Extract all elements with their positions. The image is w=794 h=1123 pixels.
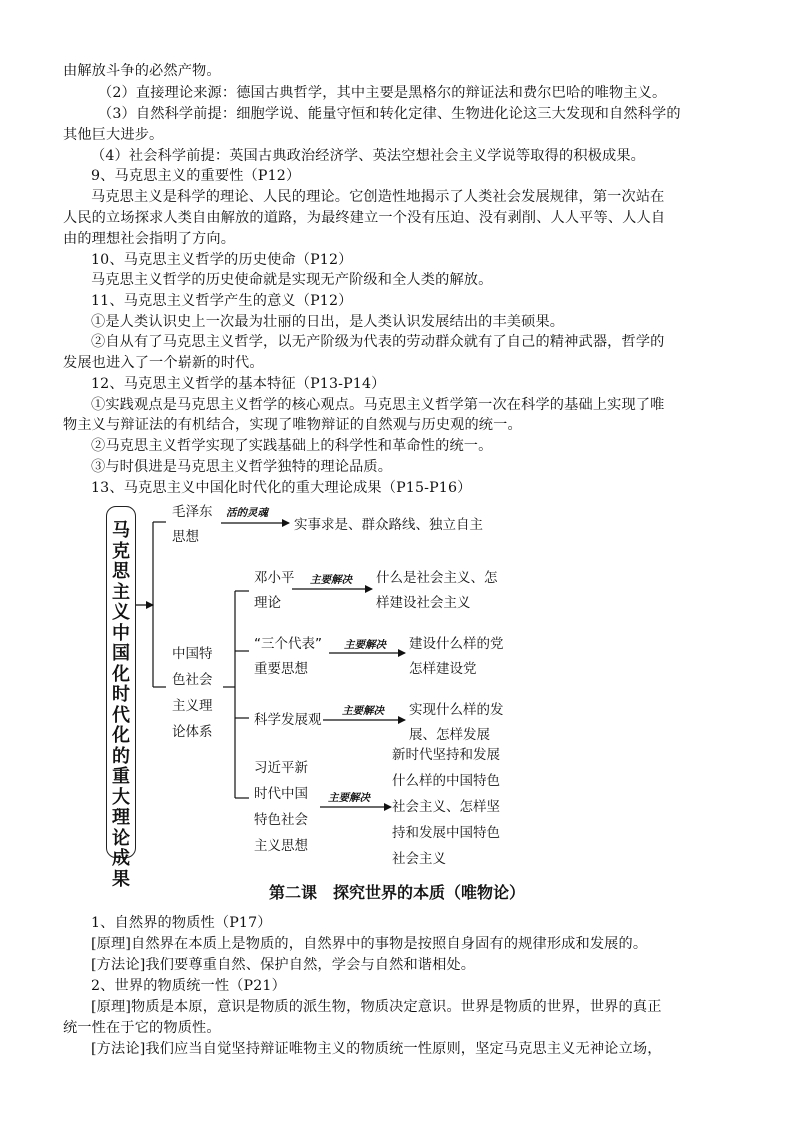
three-arrow-label: 主要解决: [344, 639, 386, 651]
diagram-root-label: 马克思主义中国化时代化的重大理论成果: [112, 520, 130, 890]
text-line: ②马克思主义哲学实现了实践基础上的科学性和革命性的统一。: [91, 438, 493, 454]
sci-result-2: 展、怎样发展: [409, 727, 490, 743]
text-line: ②自从有了马克思主义哲学，以无产阶级为代表的劳动群众就有了自己的精神武器，哲学的: [91, 334, 665, 350]
xi-result-5: 社会主义: [392, 851, 446, 867]
text-line: [方法论]我们要尊重自然、保护自然，学会与自然和谐相处。: [91, 957, 476, 973]
text-line: （2）直接理论来源：德国古典哲学，其中主要是黑格尔的辩证法和费尔巴哈的唯物主义。: [98, 85, 667, 101]
text-line: （3）自然科学前提：细胞学说、能量守恒和转化定律、生物进化论这三大发现和自然科学的: [98, 106, 681, 122]
heading-12: 12、马克思主义哲学的基本特征（P13-P14）: [91, 376, 386, 392]
three-label-1: “三个代表”: [254, 636, 322, 652]
deng-result-1: 什么是社会主义、怎: [376, 570, 498, 586]
three-label-2: 重要思想: [254, 661, 308, 677]
xi-label-4: 主义思想: [254, 838, 308, 854]
heading-s2: 2、世界的物质统一性（P21）: [91, 978, 286, 994]
xi-result-4: 持和发展中国特色: [392, 825, 500, 841]
mao-result: 实事求是、群众路线、独立自主: [294, 517, 483, 533]
sci-arrow-label: 主要解决: [342, 705, 384, 717]
socialism-label-4: 论体系: [172, 724, 213, 740]
xi-arrow-label: 主要解决: [328, 792, 370, 804]
text-line: [原理]物质是本原，意识是物质的派生物，物质决定意识。世界是物质的世界，世界的真正: [91, 999, 662, 1015]
socialism-label-1: 中国特: [172, 646, 213, 662]
sci-label-1: 科学发展观: [254, 712, 322, 728]
text-line: ①实践观点是马克思主义哲学的核心观点。马克思主义哲学第一次在科学的基础上实现了唯: [91, 397, 665, 413]
text-line: [原理]自然界在本质上是物质的，自然界中的事物是按照自身固有的规律形成和发展的。: [91, 936, 648, 952]
text-line: 由的理想社会指明了方向。: [63, 231, 236, 247]
heading-s1: 1、自然界的物质性（P17）: [91, 915, 272, 931]
lesson-title: 第二课 探究世界的本质（唯物论）: [268, 883, 525, 902]
deng-label-1: 邓小平: [254, 570, 295, 586]
xi-label-3: 特色社会: [254, 812, 308, 828]
text-line: ①是人类认识史上一次最为壮丽的日出，是人类认识发展结出的丰美硕果。: [91, 314, 565, 330]
xi-label-2: 时代中国: [254, 786, 308, 802]
deng-arrow-label: 主要解决: [310, 574, 352, 586]
text-line: （4）社会科学前提：英国古典政治经济学、英法空想社会主义学说等取得的积极成果。: [91, 148, 646, 164]
xi-result-2: 什么样的中国特色: [392, 773, 500, 789]
text-line: 由解放斗争的必然产物。: [63, 63, 221, 79]
xi-result-3: 社会主义、怎样坚: [392, 799, 500, 815]
three-result-2: 怎样建设党: [409, 661, 477, 677]
heading-9: 9、马克思主义的重要性（P12）: [91, 168, 301, 184]
xi-result-1: 新时代坚持和发展: [392, 747, 500, 763]
heading-13: 13、马克思主义中国化时代化的重大理论成果（P15-P16）: [91, 480, 472, 496]
sci-result-1: 实现什么样的发: [409, 702, 504, 718]
deng-result-2: 样建设社会主义: [376, 595, 471, 611]
text-line: 其他巨大进步。: [63, 127, 164, 143]
socialism-label-2: 色社会: [172, 672, 213, 688]
mao-label-1: 毛泽东: [172, 504, 213, 520]
deng-label-2: 理论: [254, 595, 281, 611]
mao-label-2: 思想: [172, 529, 199, 545]
xi-label-1: 习近平新: [254, 760, 308, 776]
text-line: 马克思主义哲学的历史使命就是实现无产阶级和全人类的解放。: [91, 272, 493, 288]
text-line: 统一性在于它的物质性。: [63, 1020, 221, 1036]
text-line: [方法论]我们应当自觉坚持辩证唯物主义的物质统一性原则，坚定马克思主义无神论立场，: [91, 1041, 662, 1057]
socialism-label-3: 主义理: [172, 698, 213, 714]
text-line: ③与时俱进是马克思主义哲学独特的理论品质。: [91, 459, 393, 475]
three-result-1: 建设什么样的党: [409, 636, 504, 652]
mao-arrow-label: 活的灵魂: [226, 507, 268, 519]
text-line: 物主义与辩证法的有机结合，实现了唯物辩证的自然观与历史观的统一。: [63, 417, 522, 433]
text-line: 马克思主义是科学的理论、人民的理论。它创造性地揭示了人类社会发展规律，第一次站在: [91, 189, 665, 205]
text-line: 发展也进入了一个崭新的时代。: [63, 355, 264, 371]
heading-10: 10、马克思主义哲学的历史使命（P12）: [91, 252, 353, 268]
heading-11: 11、马克思主义哲学产生的意义（P12）: [91, 293, 353, 309]
diagram-root-box: [106, 506, 136, 890]
text-line: 人民的立场探求人类自由解放的道路，为最终建立一个没有压迫、没有剥削、人人平等、人人自: [63, 210, 666, 226]
